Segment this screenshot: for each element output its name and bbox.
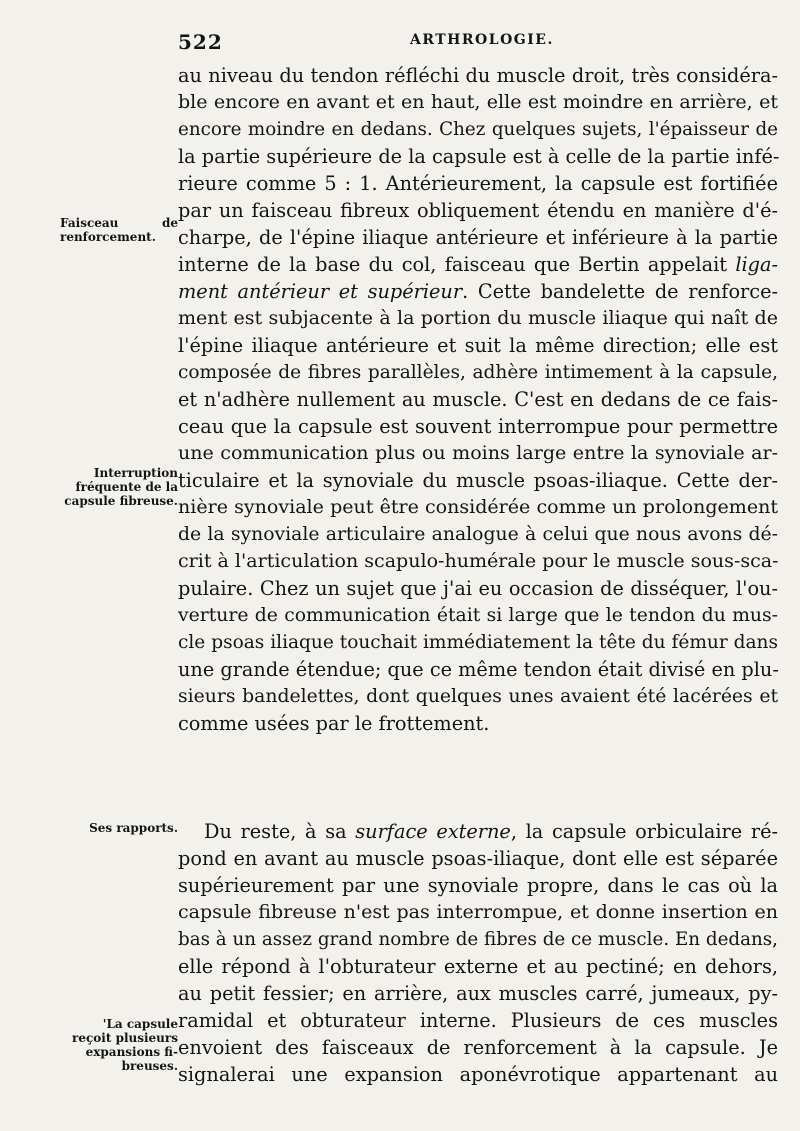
text-line: cle psoas iliaque touchait immédiatement la tête du fémur dans [178, 632, 778, 653]
text-line: au petit fessier; en arrière, aux muscles carré, jumeaux, py- [178, 982, 778, 1005]
margin-note-interruption: Interruption fréquente de la capsule fibreuse. [64, 466, 178, 508]
text-line: verture de communication était si large que le tendon du mus- [178, 605, 778, 626]
text-line: envoient des faisceaux de renforcement à la capsule. Je [178, 1036, 778, 1059]
text-line: de la synoviale articulaire analogue à celui que nous avons dé- [178, 524, 778, 545]
text-line: Du reste, à sa surface externe, la capsule orbiculaire ré- [204, 820, 778, 843]
text-line: l'épine iliaque antérieure et suit la même direction; elle est [178, 334, 778, 357]
text-line: elle répond à l'obturateur externe et au pectiné; en dehors, [178, 955, 778, 978]
text-line: ment est subjacente à la portion du muscle iliaque qui naît de [178, 307, 778, 329]
running-title: ARTHROLOGIE. [410, 32, 554, 48]
text-line: comme usées par le frottement. [178, 712, 490, 735]
text-line: par un faisceau fibreux obliquement étendu en manière d'é- [178, 199, 778, 222]
text-line: encore moindre en dedans. Chez quelques sujets, l'épaisseur de [178, 119, 778, 140]
text-line: sieurs bandelettes, dont quelques unes avaient été lacérées et [178, 686, 778, 707]
text-line: une communication plus ou moins large entre la synoviale ar- [178, 442, 778, 464]
text-line: interne de la base du col, faisceau que Bertin appelait liga- [178, 253, 778, 276]
text-line: nière synoviale peut être considérée comme un prolongement [178, 496, 778, 518]
text-line: crit à l'articulation scapulo-humérale pour le muscle sous-sca- [178, 550, 779, 572]
text-line: rieure comme 5 : 1. Antérieurement, la capsule est fortifiée [178, 172, 778, 195]
text-line: capsule fibreuse n'est pas interrompue, et donne insertion en [178, 901, 778, 923]
text-line: signalerai une expansion aponévrotique appartenant au [178, 1063, 778, 1086]
text-line: au niveau du tendon réfléchi du muscle droit, très considéra- [178, 64, 778, 87]
text-line: ble encore en avant et en haut, elle est moindre en arrière, et [178, 91, 778, 113]
text-line: composée de fibres parallèles, adhère intimement à la capsule, [178, 362, 778, 383]
text-line: pond en avant au muscle psoas-iliaque, dont elle est séparée [178, 847, 778, 870]
text-line: bas à un assez grand nombre de fibres de ce muscle. En dedans, [178, 929, 778, 950]
text-line: supérieurement par une synoviale propre, dans le cas où la [178, 874, 778, 897]
text-line: ticulaire et la synoviale du muscle psoas-iliaque. Cette der- [178, 469, 778, 492]
text-line: charpe, de l'épine iliaque antérieure et inférieure à la partie [178, 226, 778, 249]
margin-note-expansions: 'La capsule reçoit plusieurs expansions fi- breuses. [72, 1017, 178, 1073]
page-number: 522 [178, 30, 223, 54]
margin-note-faisceau: Faisceau de renforcement. [60, 216, 178, 244]
text-line: une grande étendue; que ce même tendon était divisé en plu- [178, 658, 779, 681]
text-line: ramidal et obturateur interne. Plusieurs de ces muscles [178, 1009, 778, 1032]
text-line: ment antérieur et supérieur. Cette bandelette de renforce- [178, 280, 778, 303]
margin-note-rapports: Ses rapports. [89, 821, 178, 835]
text-line: la partie supérieure de la capsule est à celle de la partie infé- [178, 145, 780, 168]
text-line: ceau que la capsule est souvent interrompue pour permettre [178, 415, 778, 438]
text-line: et n'adhère nullement au muscle. C'est en dedans de ce fais- [178, 388, 778, 411]
text-line: pulaire. Chez un sujet que j'ai eu occasion de disséquer, l'ou- [178, 577, 778, 600]
